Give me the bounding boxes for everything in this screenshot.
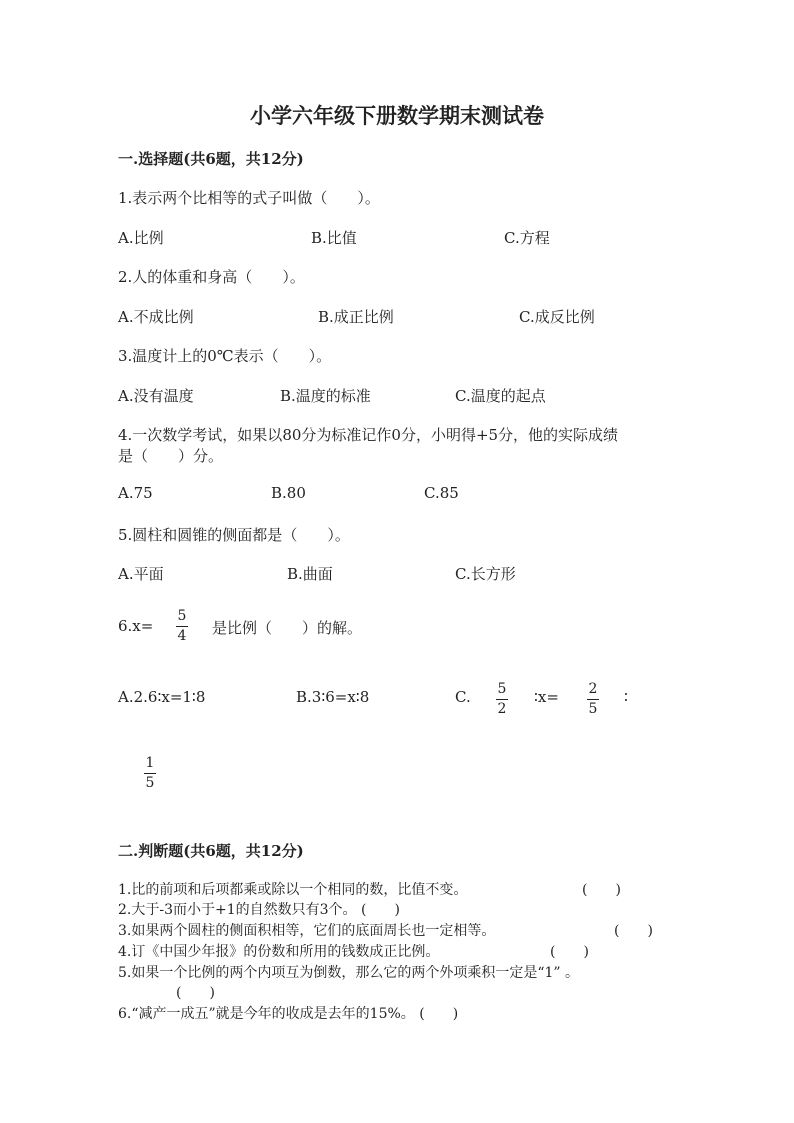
fraction-denominator: 5 bbox=[588, 701, 598, 717]
q6-option-c-mid: ∶x= bbox=[534, 688, 559, 706]
q4-option-c: C.85 bbox=[424, 484, 459, 502]
question-4-line-2: 是（ ）分。 bbox=[118, 447, 224, 465]
fraction-bar bbox=[496, 699, 508, 700]
fraction-denominator: 2 bbox=[497, 701, 507, 717]
fraction-numerator: 1 bbox=[145, 755, 155, 771]
q5-option-c: C.长方形 bbox=[455, 565, 516, 583]
fraction-bar bbox=[587, 699, 599, 700]
q2-option-c: C.成反比例 bbox=[519, 308, 595, 326]
judgement-item-3: 3.如果两个圆柱的侧面积相等，它们的底面周长也一定相等。 bbox=[118, 923, 496, 939]
section-heading-judgement: 二.判断题(共6题，共12分) bbox=[118, 842, 304, 860]
question-3: 3.温度计上的0℃表示（ ）。 bbox=[118, 347, 332, 365]
judgement-answer-blank-5: ( ) bbox=[176, 985, 215, 1001]
q6-option-c-label: C. bbox=[455, 688, 471, 706]
q5-option-b: B.曲面 bbox=[287, 565, 333, 583]
q6-option-c-colon: ∶ bbox=[624, 688, 628, 706]
judgement-item-4: 4.订《中国少年报》的份数和所用的钱数成正比例。 bbox=[118, 944, 440, 960]
q6-option-a: A.2.6∶x=1∶8 bbox=[118, 688, 206, 706]
fraction-numerator: 2 bbox=[588, 681, 598, 697]
q1-option-a: A.比例 bbox=[118, 229, 164, 247]
q1-option-b: B.比值 bbox=[311, 229, 357, 247]
fraction-bar bbox=[144, 773, 156, 774]
question-6-suffix: 是比例（ ）的解。 bbox=[212, 619, 363, 637]
q3-option-b: B.温度的标准 bbox=[280, 387, 371, 405]
section-heading-choice: 一.选择题(共6题，共12分) bbox=[118, 150, 304, 168]
fraction-denominator: 5 bbox=[145, 775, 155, 791]
judgement-item-6: 6.“减产一成五”就是今年的收成是去年的15%。 ( ) bbox=[118, 1006, 459, 1022]
q3-option-a: A.没有温度 bbox=[118, 387, 194, 405]
question-6-prefix: 6.x= bbox=[118, 617, 154, 635]
fraction-bar bbox=[176, 626, 188, 627]
question-4-line-1: 4.一次数学考试，如果以80分为标准记作0分，小明得+5分，他的实际成绩 bbox=[118, 426, 619, 444]
q6-option-c-fraction-3 bbox=[144, 756, 156, 791]
q6-fraction-numerator: 5 bbox=[177, 608, 187, 624]
question-1: 1.表示两个比相等的式子叫做（ ）。 bbox=[118, 189, 380, 207]
q6-option-c-fraction-2 bbox=[587, 682, 599, 717]
q2-option-a: A.不成比例 bbox=[118, 308, 194, 326]
q4-option-b: B.80 bbox=[271, 484, 306, 502]
judgement-answer-blank-3: ( ) bbox=[614, 923, 653, 939]
judgement-answer-blank-4: ( ) bbox=[550, 944, 589, 960]
q6-fraction bbox=[176, 609, 188, 644]
question-5: 5.圆柱和圆锥的侧面都是（ ）。 bbox=[118, 526, 350, 544]
q1-option-c: C.方程 bbox=[504, 229, 550, 247]
question-2: 2.人的体重和身高（ ）。 bbox=[118, 268, 305, 286]
judgement-answer-blank-1: ( ) bbox=[582, 882, 621, 898]
q6-option-c-fraction-1 bbox=[496, 682, 508, 717]
q6-fraction-denominator: 4 bbox=[177, 628, 187, 644]
page-title: 小学六年级下册数学期末测试卷 bbox=[250, 103, 544, 128]
q6-option-b: B.3∶6=x∶8 bbox=[296, 688, 370, 706]
q5-option-a: A.平面 bbox=[118, 565, 164, 583]
q4-option-a: A.75 bbox=[118, 484, 153, 502]
judgement-item-2: 2.大于-3而小于+1的自然数只有3个。 ( ) bbox=[118, 902, 400, 918]
judgement-item-1: 1.比的前项和后项都乘或除以一个相同的数，比值不变。 bbox=[118, 882, 468, 898]
q3-option-c: C.温度的起点 bbox=[455, 387, 546, 405]
fraction-numerator: 5 bbox=[497, 681, 507, 697]
q2-option-b: B.成正比例 bbox=[318, 308, 394, 326]
judgement-item-5: 5.如果一个比例的两个内项互为倒数，那么它的两个外项乘积一定是“1” 。 bbox=[118, 965, 580, 981]
